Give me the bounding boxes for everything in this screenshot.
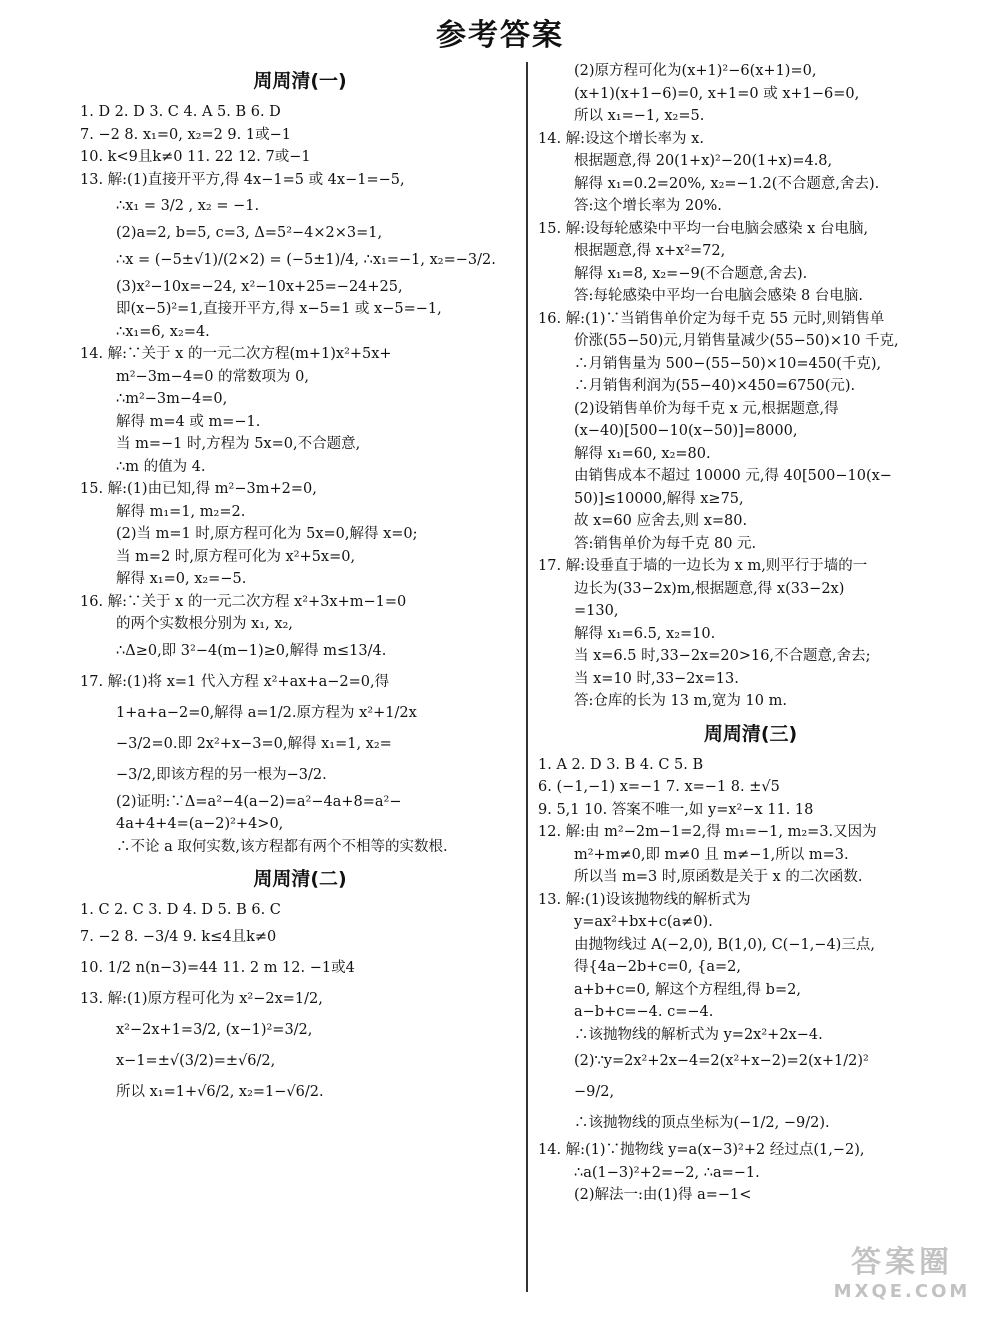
answer-line: 10. k<9且k≠0 11. 22 12. 7或−1 — [80, 149, 311, 165]
answer-line: −3/2=0.即 2x²+x−3=0,解得 x₁=1, x₂= — [116, 735, 392, 752]
answer-line: ∴x = (−5±√1)/(2×2) = (−5±1)/4, ∴x₁=−1, x₂=−3/2. — [116, 251, 496, 268]
answer-line: m²−3m−4=0 的常数项为 0, — [116, 368, 309, 385]
page-title: 参考答案 — [436, 18, 564, 53]
answer-line: ∴该抛物线的顶点坐标为(−1/2, −9/2). — [574, 1115, 830, 1131]
answer-line: 当 x=10 时,33−2x=13. — [574, 670, 739, 687]
answer-line: (2)∵y=2x²+2x−4=2(x²+x−2)=2(x+1/2)² — [574, 1053, 869, 1069]
answer-line: 50)]≤10000,解得 x≥75, — [574, 490, 744, 507]
answer-line: ∴m²−3m−4=0, — [116, 391, 228, 407]
section-heading: 周周清(二) — [253, 868, 347, 890]
answer-line: ∴不论 a 取何实数,该方程都有两个不相等的实数根. — [116, 838, 448, 855]
answer-line: 根据题意,得 x+x²=72, — [574, 243, 726, 259]
answer-line: (2)原方程可化为(x+1)²−6(x+1)=0, — [574, 63, 817, 79]
answer-line: 1. D 2. D 3. C 4. A 5. B 6. D — [80, 104, 281, 120]
answer-line: ∴m 的值为 4. — [116, 458, 206, 475]
answer-line: 答:每轮感染中平均一台电脑会感染 8 台电脑. — [574, 288, 863, 304]
section-heading: 周周清(三) — [703, 722, 798, 745]
answer-line: 1. C 2. C 3. D 4. D 5. B 6. C — [80, 902, 281, 918]
answer-line: 当 m=2 时,原方程可化为 x²+5x=0, — [116, 548, 356, 565]
answer-line: 故 x=60 应舍去,则 x=80. — [574, 513, 748, 529]
answer-line: a−b+c=−4. c=−4. — [574, 1004, 714, 1020]
answer-line: 所以当 m=3 时,原函数是关于 x 的二次函数. — [574, 869, 863, 885]
answer-line: 解得 x₁=0, x₂=−5. — [116, 571, 247, 587]
answer-line: 所以 x₁=1+√6/2, x₂=1−√6/2. — [116, 1083, 324, 1100]
answer-line: 根据题意,得 20(1+x)²−20(1+x)=4.8, — [574, 153, 833, 169]
answer-line: 14. 解:∵关于 x 的一元二次方程(m+1)x²+5x+ — [80, 346, 392, 362]
answer-line: ∴Δ≥0,即 3²−4(m−1)≥0,解得 m≤13/4. — [116, 642, 387, 659]
answer-line: 答:仓库的长为 13 m,宽为 10 m. — [574, 693, 787, 709]
answer-line: 4a+4+4=(a−2)²+4>0, — [116, 816, 284, 832]
answer-line: 15. 解:(1)由已知,得 m²−3m+2=0, — [80, 481, 317, 497]
answer-line: 解得 m₁=1, m₂=2. — [116, 503, 246, 520]
answer-line: 14. 解:(1)∵抛物线 y=a(x−3)²+2 经过点(1,−2), — [538, 1142, 865, 1158]
answer-line: (2)证明:∵Δ=a²−4(a−2)=a²−4a+8=a²− — [116, 793, 402, 810]
answer-line: (2)当 m=1 时,原方程可化为 5x=0,解得 x=0; — [116, 526, 418, 542]
answer-line: 13. 解:(1)设该抛物线的解析式为 — [538, 891, 751, 908]
answer-line: (3)x²−10x=−24, x²−10x+25=−24+25, — [116, 278, 403, 295]
answer-line: 12. 解:由 m²−2m−1=2,得 m₁=−1, m₂=3.又因为 — [538, 824, 877, 840]
answer-line: 得{4a−2b+c=0, {a=2, — [574, 959, 741, 975]
answer-line: ∴x₁ = 3/2 , x₂ = −1. — [116, 198, 260, 214]
answer-line: −9/2, — [574, 1084, 615, 1100]
answer-line: ∴月销售利润为(55−40)×450=6750(元). — [574, 378, 856, 394]
answer-line: ∴x₁=6, x₂=4. — [116, 323, 210, 340]
answer-line: 解得 x₁=60, x₂=80. — [574, 445, 711, 462]
answer-line: 由销售成本不超过 10000 元,得 40[500−10(x− — [574, 468, 892, 484]
watermark-line1: 答案圈 — [851, 1245, 953, 1280]
answer-line: 解得 x₁=6.5, x₂=10. — [574, 625, 716, 642]
watermark-logo — [812, 1245, 992, 1309]
answer-line: 由抛物线过 A(−2,0), B(1,0), C(−1,−4)三点, — [574, 936, 875, 953]
answer-line: 16. 解:∵关于 x 的一元二次方程 x²+3x+m−1=0 — [80, 593, 407, 610]
answer-line: x²−2x+1=3/2, (x−1)²=3/2, — [116, 1021, 313, 1038]
answer-line: 13. 解:(1)直接开平方,得 4x−1=5 或 4x−1=−5, — [80, 171, 405, 188]
answer-line: 的两个实数根分别为 x₁, x₂, — [116, 616, 293, 632]
answer-line: 解得 m=4 或 m=−1. — [116, 413, 261, 430]
answer-line: 9. 5,1 10. 答案不唯一,如 y=x²−x 11. 18 — [538, 801, 814, 818]
answer-line: 15. 解:设每轮感染中平均一台电脑会感染 x 台电脑, — [538, 220, 869, 237]
answer-line: 13. 解:(1)原方程可化为 x²−2x=1/2, — [80, 990, 323, 1007]
answer-line: (x+1)(x+1−6)=0, x+1=0 或 x+1−6=0, — [574, 85, 860, 102]
answer-line: 解得 x₁=0.2=20%, x₂=−1.2(不合题意,舍去). — [574, 175, 880, 192]
answer-line: (2)设销售单价为每千克 x 元,根据题意,得 — [574, 400, 839, 417]
answer-line: −3/2,即该方程的另一根为−3/2. — [116, 766, 327, 783]
answer-line: 1. A 2. D 3. B 4. C 5. B — [538, 756, 704, 773]
answer-line: 解得 x₁=8, x₂=−9(不合题意,舍去). — [574, 265, 808, 282]
answer-line: 价涨(55−50)元,月销售量减少(55−50)×10 千克, — [574, 333, 899, 349]
answer-line: 答:这个增长率为 20%. — [574, 198, 722, 214]
answer-line: 14. 解:设这个增长率为 x. — [538, 130, 704, 147]
answer-line: 7. −2 8. x₁=0, x₂=2 9. 1或−1 — [80, 126, 291, 143]
answer-line: (2)解法一:由(1)得 a=−1< — [574, 1187, 752, 1203]
answer-line: a+b+c=0, 解这个方程组,得 b=2, — [574, 981, 801, 998]
answer-line: 边长为(33−2x)m,根据题意,得 x(33−2x) — [574, 580, 845, 597]
answer-line: 10. 1/2 n(n−3)=44 11. 2 m 12. −1或4 — [80, 959, 355, 976]
left-column — [80, 60, 520, 1108]
answer-line: 当 m=−1 时,方程为 5x=0,不合题意, — [116, 436, 361, 452]
right-column — [538, 60, 963, 1207]
answer-line: =130, — [574, 603, 619, 619]
watermark-line2: MXQE.COM — [833, 1281, 971, 1302]
answer-line: ∴该抛物线的解析式为 y=2x²+2x−4. — [574, 1026, 823, 1043]
answer-line: ∴月销售量为 500−(55−50)×10=450(千克), — [574, 355, 882, 372]
answer-line: 即(x−5)²=1,直接开平方,得 x−5=1 或 x−5=−1, — [116, 301, 442, 317]
answer-line: ∴a(1−3)²+2=−2, ∴a=−1. — [574, 1164, 760, 1181]
answer-line: m²+m≠0,即 m≠0 且 m≠−1,所以 m=3. — [574, 846, 849, 863]
section-heading: 周周清(一) — [253, 70, 347, 92]
answer-line: y=ax²+bx+c(a≠0). — [574, 914, 713, 930]
answer-line: 17. 解:(1)将 x=1 代入方程 x²+ax+a−2=0,得 — [80, 673, 390, 690]
answer-line: (2)a=2, b=5, c=3, Δ=5²−4×2×3=1, — [116, 225, 383, 241]
answer-line: 答:销售单价为每千克 80 元. — [574, 535, 757, 552]
answer-line: 6. (−1,−1) x=−1 7. x=−1 8. ±√5 — [538, 779, 780, 795]
column-divider — [526, 62, 528, 1292]
answer-line: x−1=±√(3/2)=±√6/2, — [116, 1052, 276, 1069]
answer-line: 7. −2 8. −3/4 9. k≤4且k≠0 — [80, 928, 277, 945]
answer-line: 所以 x₁=−1, x₂=5. — [574, 108, 705, 124]
answer-line: (x−40)[500−10(x−50)]=8000, — [574, 423, 798, 439]
answer-line: 17. 解:设垂直于墙的一边长为 x m,则平行于墙的一 — [538, 558, 868, 574]
answer-line: 1+a+a−2=0,解得 a=1/2.原方程为 x²+1/2x — [116, 704, 417, 721]
answer-line: 当 x=6.5 时,33−2x=20>16,不合题意,舍去; — [574, 648, 871, 664]
answer-line: 16. 解:(1)∵当销售单价定为每千克 55 元时,则销售单 — [538, 310, 885, 327]
